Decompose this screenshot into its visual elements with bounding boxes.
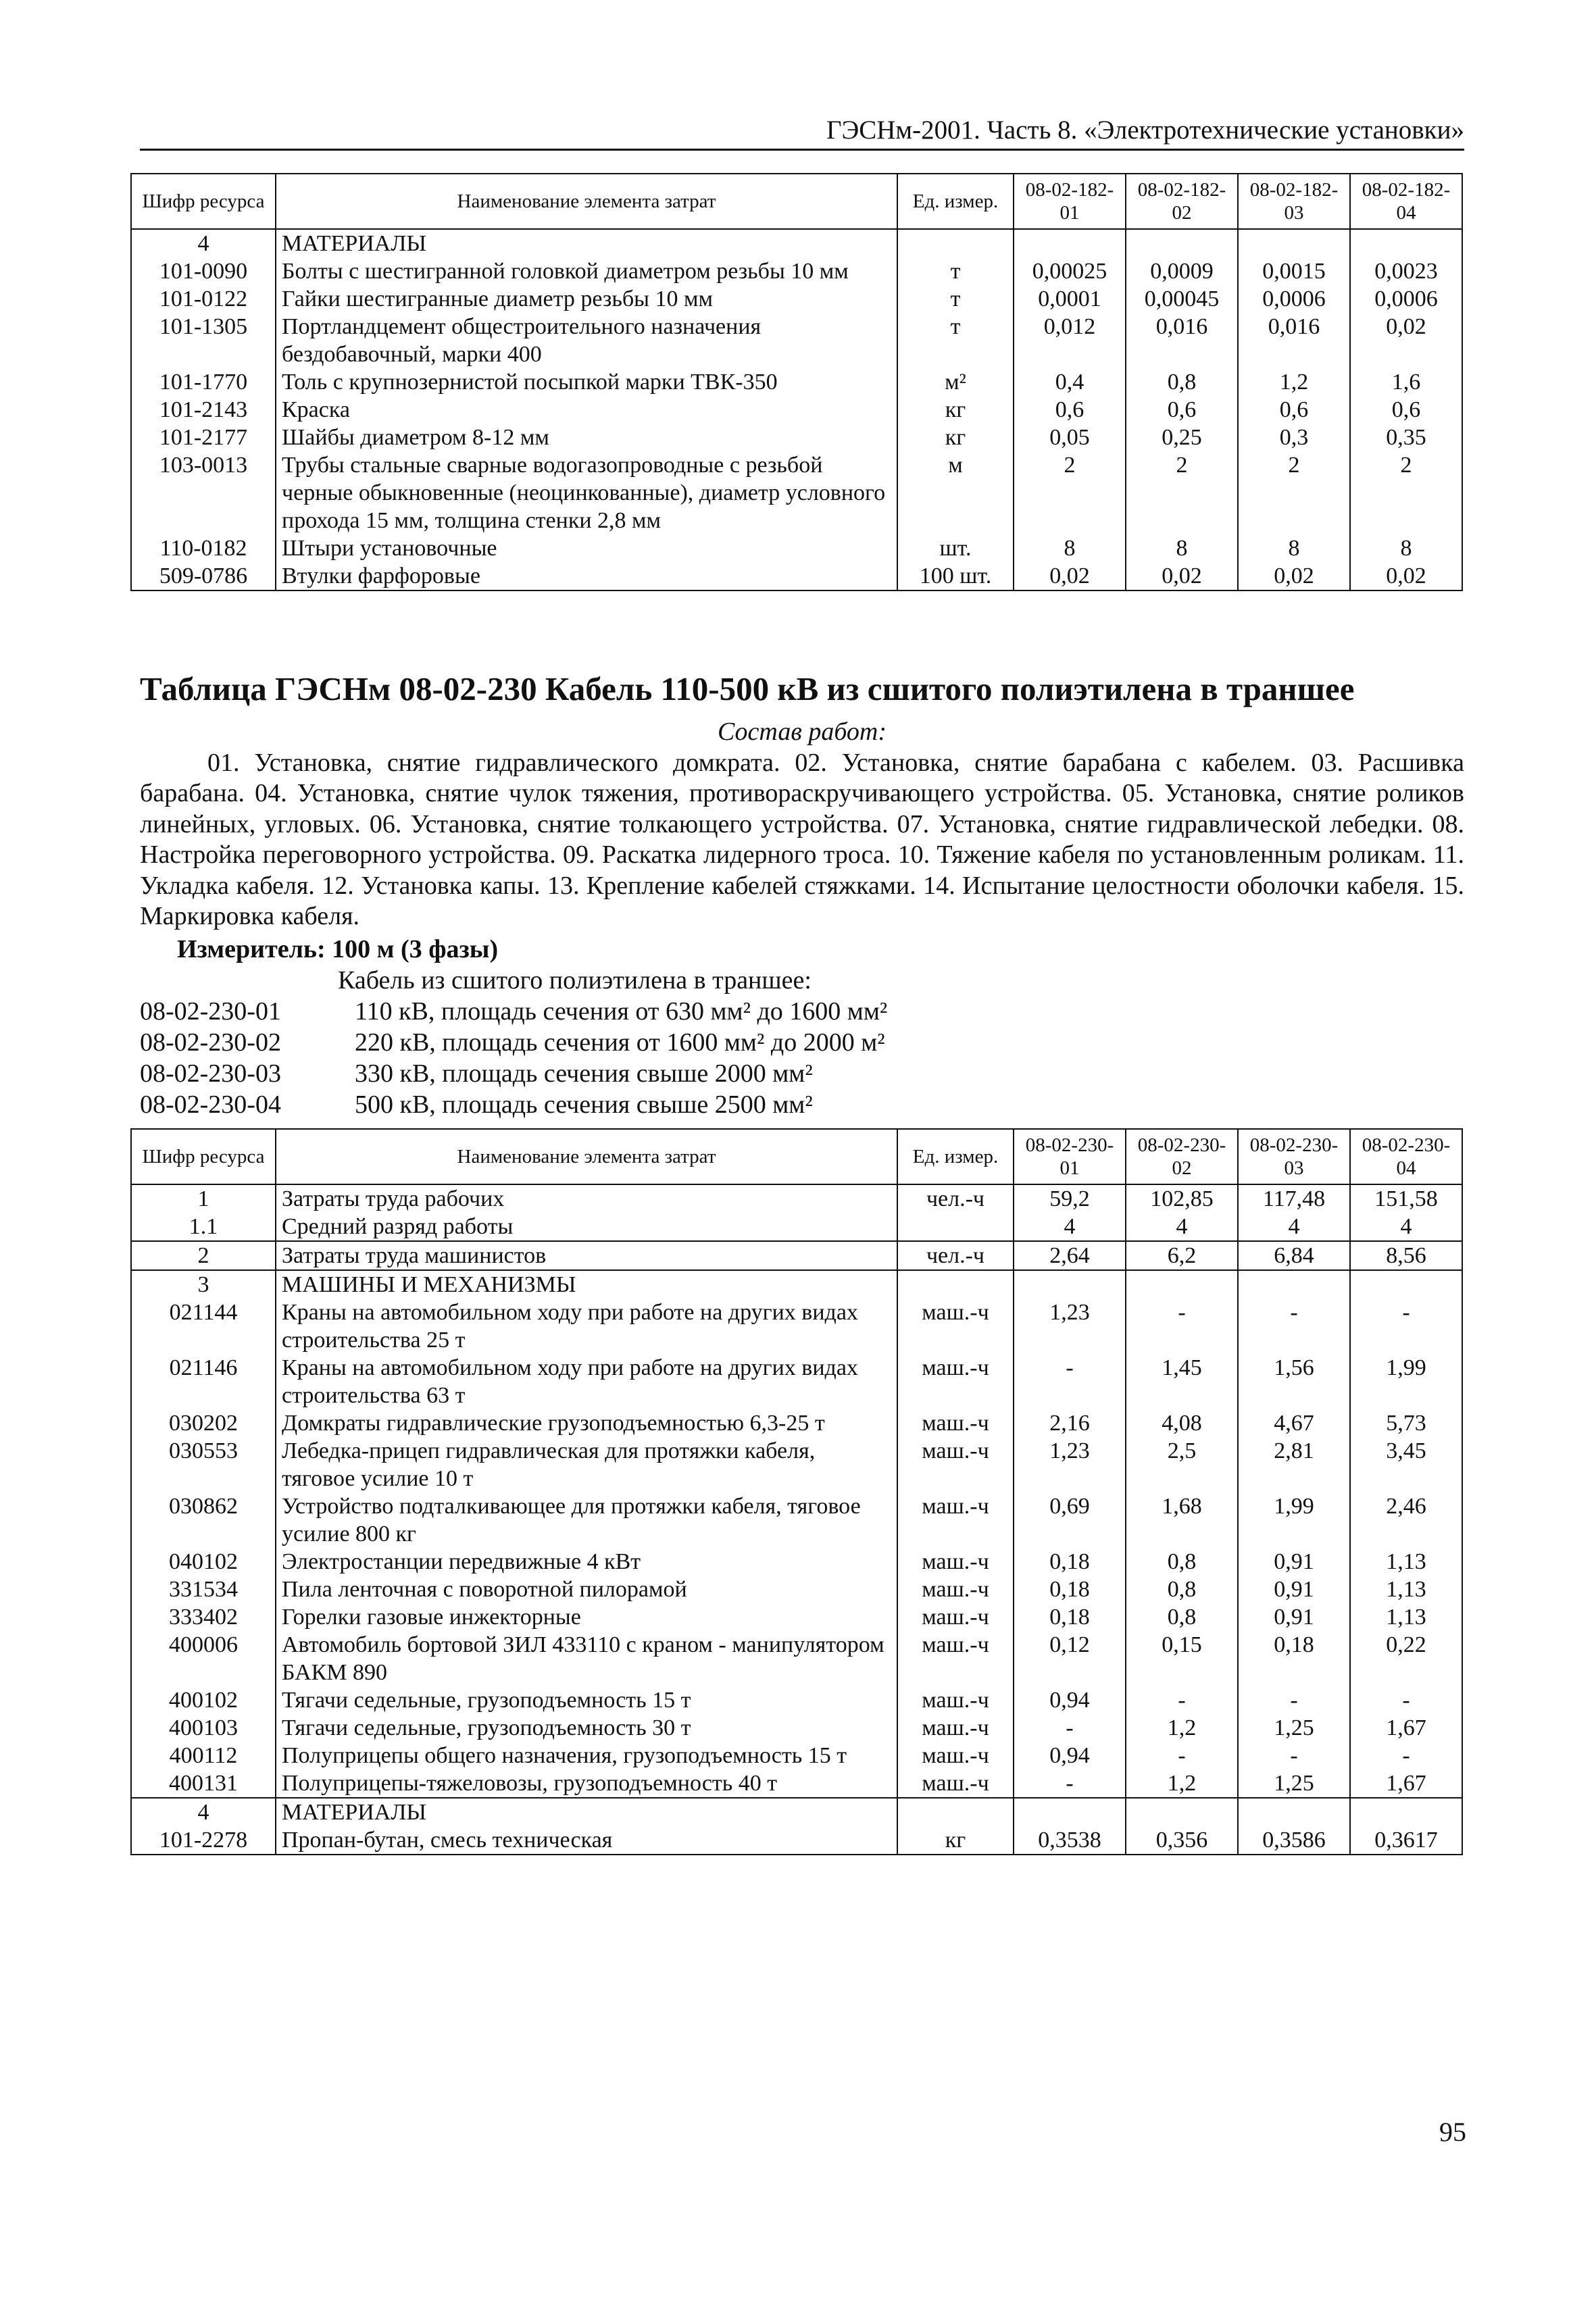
resource-code-cell: 103-0013	[131, 451, 276, 534]
value-cell: 0,0023	[1350, 257, 1462, 285]
value-cell	[1014, 1798, 1126, 1826]
column-header-variant-4: 08-02-230-04	[1350, 1129, 1462, 1184]
value-cell: -	[1350, 1742, 1462, 1769]
resource-code-cell: 333402	[131, 1603, 276, 1631]
value-cell: -	[1126, 1742, 1238, 1769]
unit-cell: маш.-ч	[897, 1603, 1014, 1631]
value-cell: 1,45	[1126, 1354, 1238, 1409]
variant-description: 220 кВ, площадь сечения от 1600 мм² до 2000 м²	[355, 1028, 885, 1057]
value-cell: 1,13	[1350, 1576, 1462, 1603]
value-cell: 6,2	[1126, 1241, 1238, 1270]
unit-cell: маш.-ч	[897, 1631, 1014, 1686]
value-cell: 0,6	[1238, 396, 1350, 424]
cost-element-name-cell: Средний разряд работы	[276, 1213, 897, 1241]
value-cell: 0,18	[1014, 1603, 1126, 1631]
value-cell: 0,18	[1014, 1576, 1126, 1603]
work-composition-text: 01. Установка, снятие гидравлического домкрата. 02. Установка, снятие барабана с кабелем. 03. Расшивка барабана. 04. Установка, снятие чулок тяжения, противораскручивающего устройства. 05. Установка, снятие роликов линейных, угловых. 06. Установка, снятие толкающего устройства. 07. Установка, снятие гидравлической лебедки. 08. Настройка переговорного устройства. 09. Раскатка лидерного троса. 10. Тяжение кабеля по установленным роликам. 11. Укладка кабеля. 12. Установка капы. 13. Крепление кабелей стяжками. 14. Испытание целостности оболочки кабеля. 15. Маркировка кабеля.	[140, 749, 1464, 931]
table-row	[131, 1714, 1462, 1742]
table-row	[131, 257, 1462, 285]
variant-description: 330 кВ, площадь сечения свыше 2000 мм²	[355, 1059, 813, 1088]
page-number: 95	[1439, 2117, 1466, 2147]
column-header-name: Наименование элемента затрат	[276, 1129, 897, 1184]
column-header-variant-3: 08-02-182-03	[1238, 174, 1350, 229]
cost-element-name-cell: Болты с шестигранной головкой диаметром резьбы 10 мм	[276, 257, 897, 285]
value-cell: 0,18	[1014, 1548, 1126, 1576]
value-cell: 0,3	[1238, 424, 1350, 451]
value-cell: 0,22	[1350, 1631, 1462, 1686]
table-row	[131, 1437, 1462, 1492]
value-cell	[1350, 229, 1462, 257]
column-header-variant-2: 08-02-182-02	[1126, 174, 1238, 229]
value-cell: 1,25	[1238, 1769, 1350, 1798]
running-header: ГЭСНм-2001. Часть 8. «Электротехнические установки»	[826, 116, 1464, 145]
cost-element-name-cell: Затраты труда рабочих	[276, 1184, 897, 1213]
resource-code-cell: 021144	[131, 1299, 276, 1354]
resource-code-cell: 400131	[131, 1769, 276, 1798]
value-cell: 0,8	[1126, 1576, 1238, 1603]
table-row	[131, 1492, 1462, 1548]
value-cell: 0,12	[1014, 1631, 1126, 1686]
table-row	[131, 1354, 1462, 1409]
value-cell: 4,67	[1238, 1409, 1350, 1437]
value-cell: 0,02	[1350, 562, 1462, 590]
value-cell: 2,46	[1350, 1492, 1462, 1548]
cost-element-name-cell: Горелки газовые инжекторные	[276, 1603, 897, 1631]
value-cell: 2,16	[1014, 1409, 1126, 1437]
value-cell: 0,3586	[1238, 1826, 1350, 1855]
value-cell: 0,012	[1014, 313, 1126, 368]
value-cell: 5,73	[1350, 1409, 1462, 1437]
value-cell	[1238, 229, 1350, 257]
unit-cell: м	[897, 451, 1014, 534]
column-header-name: Наименование элемента затрат	[276, 174, 897, 229]
unit-cell	[897, 1213, 1014, 1241]
value-cell: 1,13	[1350, 1548, 1462, 1576]
unit-cell: маш.-ч	[897, 1548, 1014, 1576]
cost-element-name-cell: МАТЕРИАЛЫ	[276, 1798, 897, 1826]
value-cell: 4	[1014, 1213, 1126, 1241]
table-row	[131, 424, 1462, 451]
table-row	[131, 1769, 1462, 1798]
resource-code-cell: 110-0182	[131, 534, 276, 562]
unit-cell: чел.-ч	[897, 1184, 1014, 1213]
value-cell: 0,0009	[1126, 257, 1238, 285]
value-cell: 1,67	[1350, 1714, 1462, 1742]
value-cell: 0,00025	[1014, 257, 1126, 285]
unit-cell: маш.-ч	[897, 1714, 1014, 1742]
table-row	[131, 1576, 1462, 1603]
value-cell: 0,91	[1238, 1576, 1350, 1603]
resource-code-cell: 021146	[131, 1354, 276, 1409]
column-header-unit: Ед. измер.	[897, 1129, 1014, 1184]
unit-cell: кг	[897, 424, 1014, 451]
value-cell	[1126, 1798, 1238, 1826]
cost-element-name-cell: Краска	[276, 396, 897, 424]
value-cell: 0,8	[1126, 1548, 1238, 1576]
value-cell: 0,94	[1014, 1742, 1126, 1769]
unit-cell: маш.-ч	[897, 1742, 1014, 1769]
resource-code-cell: 400112	[131, 1742, 276, 1769]
column-header-variant-3: 08-02-230-03	[1238, 1129, 1350, 1184]
resource-code-cell: 101-1770	[131, 368, 276, 396]
value-cell: 0,05	[1014, 424, 1126, 451]
value-cell: 0,0006	[1238, 285, 1350, 313]
value-cell: 102,85	[1126, 1184, 1238, 1213]
unit-cell: маш.-ч	[897, 1769, 1014, 1798]
value-cell: 8	[1126, 534, 1238, 562]
resource-code-cell: 400103	[131, 1714, 276, 1742]
cost-element-name-cell: Тягачи седельные, грузоподъемность 30 т	[276, 1714, 897, 1742]
value-cell: 4	[1350, 1213, 1462, 1241]
value-cell	[1238, 1270, 1350, 1299]
value-cell: 0,0006	[1350, 285, 1462, 313]
cost-element-name-cell: Пила ленточная с поворотной пилорамой	[276, 1576, 897, 1603]
value-cell: 4	[1126, 1213, 1238, 1241]
unit-cell: кг	[897, 1826, 1014, 1855]
value-cell: 3,45	[1350, 1437, 1462, 1492]
resource-code-cell: 1.1	[131, 1213, 276, 1241]
value-cell: 1,25	[1238, 1714, 1350, 1742]
value-cell: 2	[1238, 451, 1350, 534]
column-header-variant-2: 08-02-230-02	[1126, 1129, 1238, 1184]
variant-code: 08-02-230-04	[140, 1090, 281, 1119]
value-cell: 2,64	[1014, 1241, 1126, 1270]
value-cell: 0,016	[1126, 313, 1238, 368]
cost-element-name-cell: Втулки фарфоровые	[276, 562, 897, 590]
unit-cell: т	[897, 285, 1014, 313]
resource-code-cell: 2	[131, 1241, 276, 1270]
value-cell: 0,02	[1126, 562, 1238, 590]
unit-cell	[897, 1798, 1014, 1826]
value-cell: 0,00045	[1126, 285, 1238, 313]
value-cell: 0,0015	[1238, 257, 1350, 285]
value-cell: 8	[1014, 534, 1126, 562]
value-cell	[1350, 1798, 1462, 1826]
table-header-row	[131, 1129, 1462, 1184]
unit-cell: кг	[897, 396, 1014, 424]
cost-element-name-cell: Трубы стальные сварные водогазопроводные с резьбой черные обыкновенные (неоцинкованные), диаметр условного прохода 15 мм, толщина стенки 2,8 мм	[276, 451, 897, 534]
table-row	[131, 562, 1462, 590]
value-cell: 1,99	[1350, 1354, 1462, 1409]
cost-element-name-cell: Электростанции передвижные 4 кВт	[276, 1548, 897, 1576]
variant-description: 110 кВ, площадь сечения от 630 мм² до 1600 мм²	[355, 997, 888, 1026]
value-cell: 0,02	[1238, 562, 1350, 590]
resource-code-cell: 040102	[131, 1548, 276, 1576]
value-cell: 1,23	[1014, 1299, 1126, 1354]
resource-code-cell: 509-0786	[131, 562, 276, 590]
cost-element-name-cell: Штыри установочные	[276, 534, 897, 562]
value-cell: 0,3538	[1014, 1826, 1126, 1855]
table-header-row	[131, 174, 1462, 229]
variant-code: 08-02-230-02	[140, 1028, 281, 1057]
value-cell: 0,94	[1014, 1686, 1126, 1714]
cost-element-name-cell: Домкраты гидравлические грузоподъемностью 6,3-25 т	[276, 1409, 897, 1437]
resource-code-cell: 101-2278	[131, 1826, 276, 1855]
table-row	[131, 285, 1462, 313]
value-cell: -	[1126, 1299, 1238, 1354]
cost-element-name-cell: Портландцемент общестроительного назначения бездобавочный, марки 400	[276, 313, 897, 368]
unit-cell: маш.-ч	[897, 1299, 1014, 1354]
resource-code-cell: 400102	[131, 1686, 276, 1714]
value-cell	[1126, 229, 1238, 257]
cost-element-name-cell: МАШИНЫ И МЕХАНИЗМЫ	[276, 1270, 897, 1299]
value-cell: -	[1014, 1354, 1126, 1409]
value-cell: -	[1350, 1299, 1462, 1354]
work-composition-heading: Состав работ:	[717, 718, 887, 746]
unit-cell: шт.	[897, 534, 1014, 562]
table-row	[131, 1299, 1462, 1354]
value-cell: 0,02	[1014, 562, 1126, 590]
variant-description: 500 кВ, площадь сечения свыше 2500 мм²	[355, 1090, 813, 1119]
measurement-unit: Измеритель: 100 м (3 фазы)	[177, 935, 499, 963]
value-cell: -	[1014, 1769, 1126, 1798]
cost-element-name-cell: Затраты труда машинистов	[276, 1241, 897, 1270]
unit-cell: т	[897, 313, 1014, 368]
unit-cell: маш.-ч	[897, 1409, 1014, 1437]
resource-code-cell: 4	[131, 1798, 276, 1826]
cost-element-name-cell: Автомобиль бортовой ЗИЛ 433110 с краном - манипулятором БАКМ 890	[276, 1631, 897, 1686]
column-header-variant-1: 08-02-230-01	[1014, 1129, 1126, 1184]
value-cell: 0,356	[1126, 1826, 1238, 1855]
section-row	[131, 229, 1462, 257]
value-cell: -	[1238, 1742, 1350, 1769]
value-cell: 1,23	[1014, 1437, 1126, 1492]
resource-code-cell: 400006	[131, 1631, 276, 1686]
table-row	[131, 368, 1462, 396]
unit-cell: маш.-ч	[897, 1354, 1014, 1409]
value-cell: 0,69	[1014, 1492, 1126, 1548]
value-cell: 0,6	[1126, 396, 1238, 424]
variant-item	[140, 996, 1464, 1027]
variant-code: 08-02-230-01	[140, 997, 281, 1026]
table-row	[131, 1548, 1462, 1576]
value-cell: 0,4	[1014, 368, 1126, 396]
value-cell: 1,67	[1350, 1769, 1462, 1798]
cost-element-name-cell: Лебедка-прицеп гидравлическая для протяжки кабеля, тяговое усилие 10 т	[276, 1437, 897, 1492]
resource-code-cell: 030862	[131, 1492, 276, 1548]
section-row	[131, 1270, 1462, 1299]
section-title: Таблица ГЭСНм 08-02-230 Кабель 110-500 кВ из сшитого полиэтилена в траншее	[140, 670, 1355, 707]
table-row	[131, 1826, 1462, 1855]
value-cell: -	[1014, 1714, 1126, 1742]
unit-cell: т	[897, 257, 1014, 285]
variant-code: 08-02-230-03	[140, 1059, 281, 1088]
unit-cell: маш.-ч	[897, 1492, 1014, 1548]
value-cell: 1,2	[1238, 368, 1350, 396]
value-cell: 0,6	[1350, 396, 1462, 424]
unit-cell: маш.-ч	[897, 1576, 1014, 1603]
value-cell: 6,84	[1238, 1241, 1350, 1270]
table-row	[131, 1686, 1462, 1714]
value-cell: 8	[1350, 534, 1462, 562]
resource-code-cell: 101-0122	[131, 285, 276, 313]
value-cell: 2	[1126, 451, 1238, 534]
value-cell: 117,48	[1238, 1184, 1350, 1213]
value-cell: 0,15	[1126, 1631, 1238, 1686]
unit-cell: чел.-ч	[897, 1241, 1014, 1270]
value-cell: 0,35	[1350, 424, 1462, 451]
value-cell: 1,6	[1350, 368, 1462, 396]
value-cell: 1,2	[1126, 1769, 1238, 1798]
cost-element-name-cell: Гайки шестигранные диаметр резьбы 10 мм	[276, 285, 897, 313]
value-cell: 0,18	[1238, 1631, 1350, 1686]
value-cell: 1,68	[1126, 1492, 1238, 1548]
unit-cell	[897, 1270, 1014, 1299]
value-cell: 0,0001	[1014, 285, 1126, 313]
value-cell: 2	[1014, 451, 1126, 534]
value-cell	[1014, 229, 1126, 257]
column-header-code: Шифр ресурса	[131, 1129, 276, 1184]
unit-cell: м²	[897, 368, 1014, 396]
value-cell	[1238, 1798, 1350, 1826]
table-row	[131, 1184, 1462, 1213]
table-row	[131, 396, 1462, 424]
resource-code-cell: 101-0090	[131, 257, 276, 285]
resource-code-cell: 3	[131, 1270, 276, 1299]
variants-intro: Кабель из сшитого полиэтилена в траншее:	[338, 966, 812, 995]
value-cell: 4	[1238, 1213, 1350, 1241]
table-row	[131, 1409, 1462, 1437]
value-cell: 0,02	[1350, 313, 1462, 368]
value-cell: 8,56	[1350, 1241, 1462, 1270]
section-row	[131, 1798, 1462, 1826]
value-cell	[1126, 1270, 1238, 1299]
cost-element-name-cell: Толь с крупнозернистой посыпкой марки ТВК-350	[276, 368, 897, 396]
cost-element-name-cell: Устройство подталкивающее для протяжки кабеля, тяговое усилие 800 кг	[276, 1492, 897, 1548]
value-cell: -	[1126, 1686, 1238, 1714]
table-row	[131, 1241, 1462, 1270]
value-cell: 0,8	[1126, 1603, 1238, 1631]
value-cell: 1,99	[1238, 1492, 1350, 1548]
resource-code-cell: 101-2143	[131, 396, 276, 424]
column-header-code: Шифр ресурса	[131, 174, 276, 229]
variant-list	[140, 996, 1464, 1120]
cost-element-name-cell: Пропан-бутан, смесь техническая	[276, 1826, 897, 1855]
column-header-variant-4: 08-02-182-04	[1350, 174, 1462, 229]
column-header-variant-1: 08-02-182-01	[1014, 174, 1126, 229]
value-cell	[1014, 1270, 1126, 1299]
resource-code-cell: 331534	[131, 1576, 276, 1603]
cost-element-name-cell: Краны на автомобильном ходу при работе на других видах строительства 25 т	[276, 1299, 897, 1354]
resource-table-230	[130, 1128, 1463, 1855]
value-cell: 0,8	[1126, 368, 1238, 396]
resource-code-cell: 1	[131, 1184, 276, 1213]
cost-element-name-cell: Полуприцепы-тяжеловозы, грузоподъемность 40 т	[276, 1769, 897, 1798]
variant-item	[140, 1058, 1464, 1089]
resource-code-cell: 4	[131, 229, 276, 257]
value-cell: 0,91	[1238, 1548, 1350, 1576]
table-row	[131, 1742, 1462, 1769]
value-cell: -	[1238, 1686, 1350, 1714]
value-cell: 0,6	[1014, 396, 1126, 424]
value-cell: 0,91	[1238, 1603, 1350, 1631]
value-cell: 1,2	[1126, 1714, 1238, 1742]
column-header-unit: Ед. измер.	[897, 174, 1014, 229]
unit-cell: маш.-ч	[897, 1686, 1014, 1714]
cost-element-name-cell: Краны на автомобильном ходу при работе на других видах строительства 63 т	[276, 1354, 897, 1409]
value-cell: 0,3617	[1350, 1826, 1462, 1855]
table-row	[131, 1603, 1462, 1631]
resource-table-182	[130, 173, 1463, 591]
value-cell: 2,81	[1238, 1437, 1350, 1492]
value-cell: 1,56	[1238, 1354, 1350, 1409]
unit-cell: маш.-ч	[897, 1437, 1014, 1492]
value-cell: 1,13	[1350, 1603, 1462, 1631]
value-cell: 4,08	[1126, 1409, 1238, 1437]
resource-code-cell: 101-1305	[131, 313, 276, 368]
value-cell: 151,58	[1350, 1184, 1462, 1213]
value-cell: 2,5	[1126, 1437, 1238, 1492]
value-cell: -	[1238, 1299, 1350, 1354]
table-row	[131, 313, 1462, 368]
value-cell: 8	[1238, 534, 1350, 562]
unit-cell	[897, 229, 1014, 257]
cost-element-name-cell: Шайбы диаметром 8-12 мм	[276, 424, 897, 451]
header-divider	[140, 149, 1464, 151]
unit-cell: 100 шт.	[897, 562, 1014, 590]
cost-element-name-cell: Полуприцепы общего назначения, грузоподъемность 15 т	[276, 1742, 897, 1769]
variant-item	[140, 1027, 1464, 1058]
resource-code-cell: 101-2177	[131, 424, 276, 451]
cost-element-name-cell: МАТЕРИАЛЫ	[276, 229, 897, 257]
value-cell: 0,016	[1238, 313, 1350, 368]
value-cell: -	[1350, 1686, 1462, 1714]
table-row	[131, 1631, 1462, 1686]
value-cell: 59,2	[1014, 1184, 1126, 1213]
value-cell: 0,25	[1126, 424, 1238, 451]
table-row	[131, 534, 1462, 562]
value-cell	[1350, 1270, 1462, 1299]
resource-code-cell: 030553	[131, 1437, 276, 1492]
table-row	[131, 1213, 1462, 1241]
variant-item	[140, 1089, 1464, 1120]
value-cell: 2	[1350, 451, 1462, 534]
cost-element-name-cell: Тягачи седельные, грузоподъемность 15 т	[276, 1686, 897, 1714]
table-row	[131, 451, 1462, 534]
resource-code-cell: 030202	[131, 1409, 276, 1437]
